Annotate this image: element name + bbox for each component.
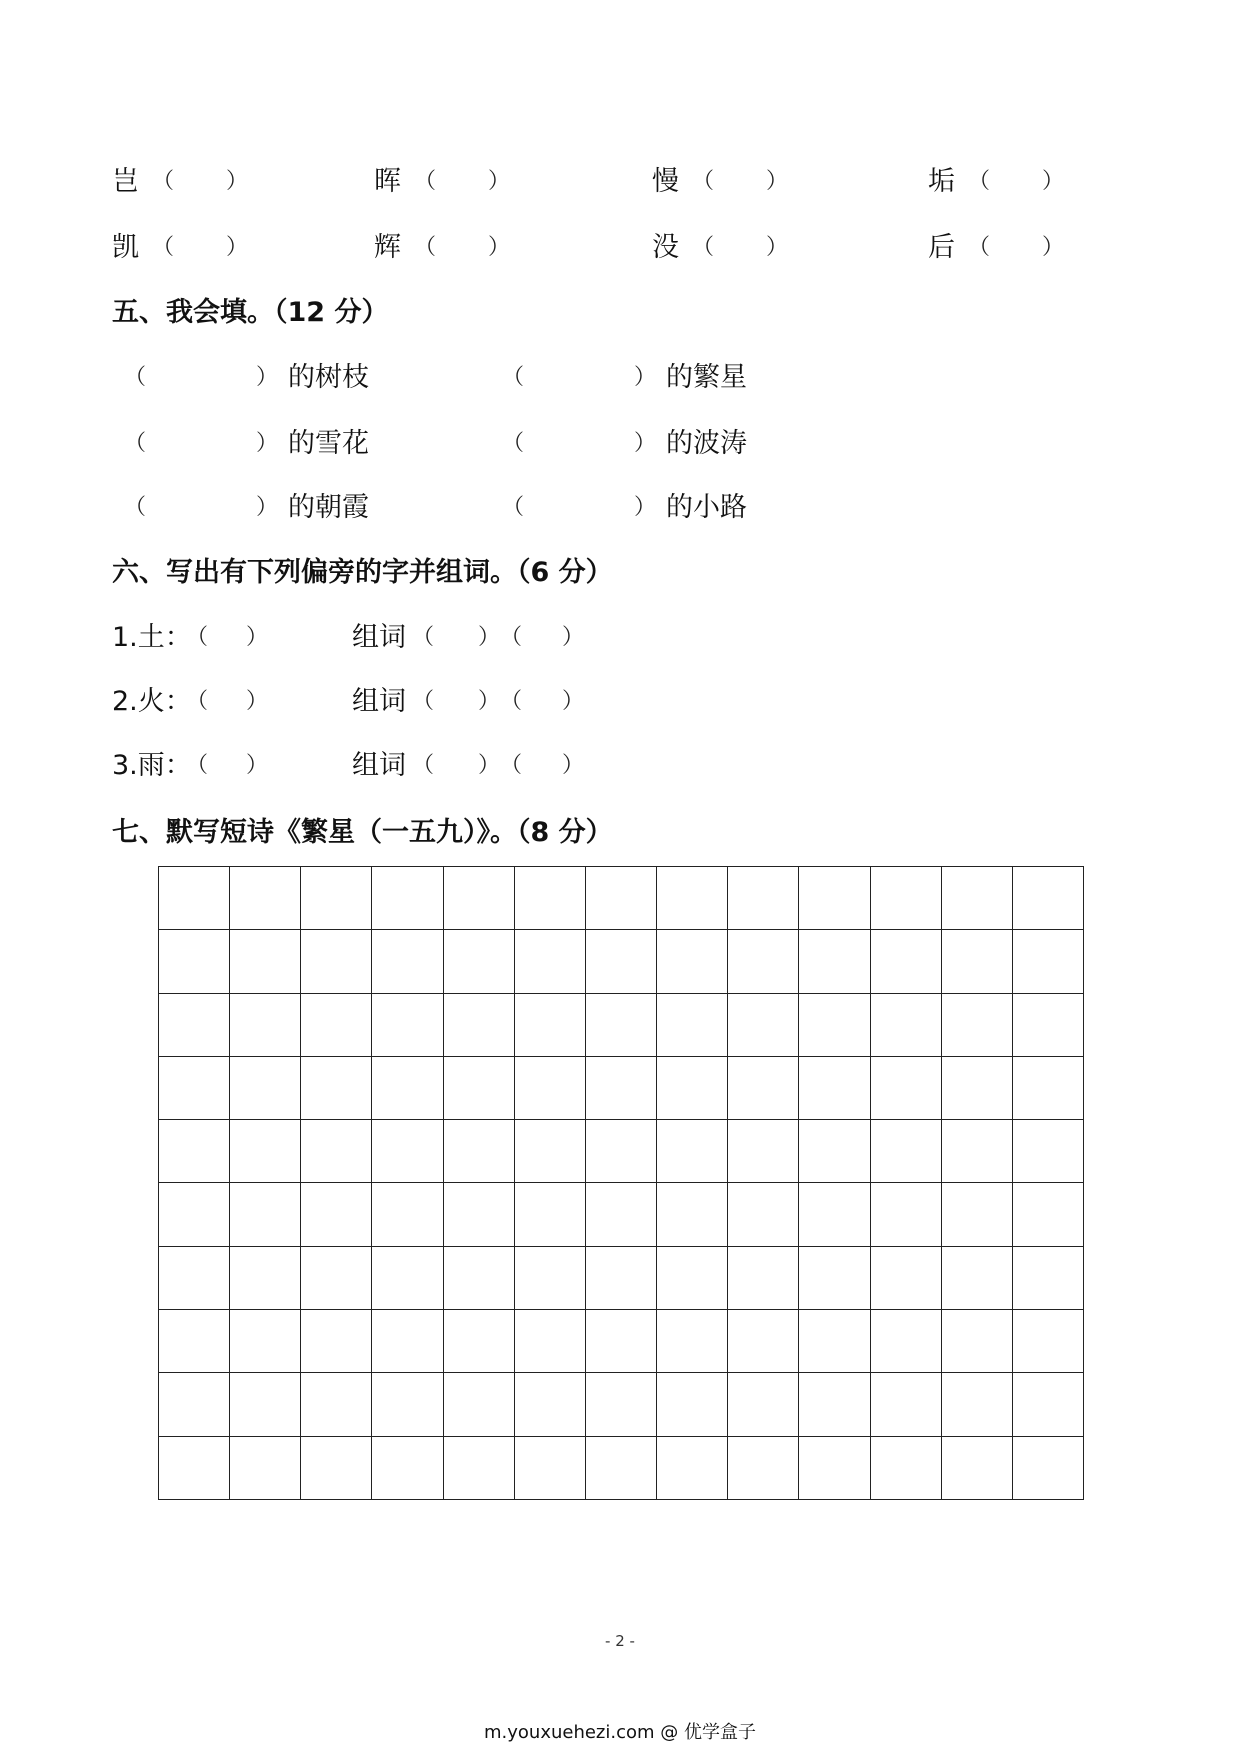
grid-cell <box>159 1183 230 1246</box>
char-1: 岂 <box>112 166 139 197</box>
paren-left: （ <box>968 169 991 194</box>
grid-cell <box>586 1373 657 1436</box>
paren-left: （ <box>412 753 435 778</box>
grid-cell <box>942 1373 1013 1436</box>
grid-cell <box>728 1437 799 1500</box>
grid-cell <box>444 1057 515 1120</box>
paren-left: （ <box>124 495 147 520</box>
radical-label-3: 3.雨： <box>112 750 192 781</box>
grid-cell <box>586 1310 657 1373</box>
grid-cell <box>586 994 657 1057</box>
paren-left: （ <box>152 169 175 194</box>
grid-cell <box>444 1310 515 1373</box>
grid-cell <box>159 994 230 1057</box>
grid-cell <box>372 1057 443 1120</box>
grid-cell <box>728 1373 799 1436</box>
grid-cell <box>657 1310 728 1373</box>
grid-cell <box>942 930 1013 993</box>
paren-right: ） <box>256 431 279 456</box>
phrase-3: 的雪花 <box>288 428 369 459</box>
grid-cell <box>586 1247 657 1310</box>
paren-right: ） <box>246 753 269 778</box>
grid-cell <box>942 1120 1013 1183</box>
paren-left: （ <box>692 235 715 260</box>
grid-cell <box>657 1247 728 1310</box>
grid-cell <box>230 930 301 993</box>
paren-left: （ <box>412 625 435 650</box>
grid-cell <box>799 994 870 1057</box>
grid-cell <box>728 1310 799 1373</box>
grid-cell <box>515 867 586 930</box>
grid-cell <box>301 1247 372 1310</box>
grid-cell <box>799 1057 870 1120</box>
paren-left: （ <box>502 365 525 390</box>
grid-cell <box>942 867 1013 930</box>
paren-left: （ <box>414 235 437 260</box>
paren-right: ） <box>562 753 585 778</box>
grid-cell <box>799 1247 870 1310</box>
grid-cell <box>372 1373 443 1436</box>
grid-cell <box>515 1183 586 1246</box>
grid-cell <box>728 867 799 930</box>
grid-cell <box>230 1057 301 1120</box>
grid-cell <box>942 1247 1013 1310</box>
grid-cell <box>230 1120 301 1183</box>
grid-cell <box>372 1247 443 1310</box>
grid-cell <box>871 1373 942 1436</box>
grid-cell <box>1013 1057 1084 1120</box>
grid-cell <box>799 1183 870 1246</box>
grid-cell <box>515 1057 586 1120</box>
grid-cell <box>159 867 230 930</box>
char-6: 辉 <box>374 232 401 263</box>
grid-cell <box>301 994 372 1057</box>
paren-right: ） <box>766 169 789 194</box>
paren-left: （ <box>500 753 523 778</box>
grid-cell <box>1013 867 1084 930</box>
grid-cell <box>1013 994 1084 1057</box>
paren-left: （ <box>186 753 209 778</box>
grid-cell <box>1013 1120 1084 1183</box>
grid-cell <box>871 994 942 1057</box>
grid-cell <box>159 1437 230 1500</box>
paren-left: （ <box>124 431 147 456</box>
grid-cell <box>159 1057 230 1120</box>
grid-cell <box>657 994 728 1057</box>
paren-right: ） <box>478 689 501 714</box>
paren-right: ） <box>562 689 585 714</box>
paren-right: ） <box>226 235 249 260</box>
grid-cell <box>159 1310 230 1373</box>
grid-cell <box>230 1247 301 1310</box>
page-number: - 2 - <box>605 1632 635 1650</box>
paren-left: （ <box>502 431 525 456</box>
paren-left: （ <box>124 365 147 390</box>
grid-cell <box>230 1437 301 1500</box>
grid-cell <box>871 1057 942 1120</box>
grid-cell <box>444 1120 515 1183</box>
grid-cell <box>230 994 301 1057</box>
footer-source: m.youxuehezi.com @ 优学盒子 <box>483 1722 756 1743</box>
grid-cell <box>515 1437 586 1500</box>
grid-cell <box>728 930 799 993</box>
paren-left: （ <box>152 235 175 260</box>
grid-cell <box>230 867 301 930</box>
grid-cell <box>1013 1373 1084 1436</box>
paren-right: ） <box>226 169 249 194</box>
paren-left: （ <box>500 689 523 714</box>
paren-right: ） <box>478 625 501 650</box>
grid-cell <box>871 1310 942 1373</box>
grid-cell <box>799 867 870 930</box>
zuci-label: 组词 <box>352 750 406 781</box>
paren-right: ） <box>1042 169 1065 194</box>
paren-left: （ <box>692 169 715 194</box>
grid-cell <box>1013 1310 1084 1373</box>
grid-cell <box>230 1373 301 1436</box>
grid-cell <box>942 1310 1013 1373</box>
grid-cell <box>372 1120 443 1183</box>
grid-cell <box>657 1437 728 1500</box>
grid-cell <box>871 930 942 993</box>
paren-right: ） <box>488 169 511 194</box>
grid-cell <box>657 1057 728 1120</box>
grid-cell <box>799 1437 870 1500</box>
paren-right: ） <box>634 365 657 390</box>
grid-cell <box>799 930 870 993</box>
grid-cell <box>942 1057 1013 1120</box>
grid-cell <box>301 1373 372 1436</box>
grid-cell <box>657 930 728 993</box>
paren-left: （ <box>502 495 525 520</box>
paren-left: （ <box>186 689 209 714</box>
grid-cell <box>372 1183 443 1246</box>
grid-cell <box>657 1373 728 1436</box>
grid-cell <box>444 1373 515 1436</box>
grid-cell <box>1013 1437 1084 1500</box>
grid-cell <box>444 1183 515 1246</box>
phrase-1: 的树枝 <box>288 362 369 393</box>
grid-cell <box>871 1120 942 1183</box>
zuci-label: 组词 <box>352 622 406 653</box>
grid-cell <box>444 930 515 993</box>
grid-cell <box>942 1437 1013 1500</box>
paren-right: ） <box>246 689 269 714</box>
paren-right: ） <box>634 495 657 520</box>
grid-cell <box>799 1310 870 1373</box>
char-8: 后 <box>928 232 955 263</box>
grid-cell <box>586 867 657 930</box>
grid-cell <box>586 1437 657 1500</box>
grid-cell <box>372 1310 443 1373</box>
char-7: 没 <box>652 232 679 263</box>
paren-right: ） <box>488 235 511 260</box>
grid-cell <box>159 1120 230 1183</box>
paren-right: ） <box>478 753 501 778</box>
grid-cell <box>301 1437 372 1500</box>
grid-cell <box>942 994 1013 1057</box>
grid-cell <box>657 867 728 930</box>
grid-cell <box>871 1183 942 1246</box>
grid-cell <box>301 1183 372 1246</box>
grid-cell <box>586 1183 657 1246</box>
phrase-5: 的朝霞 <box>288 492 369 523</box>
grid-cell <box>301 867 372 930</box>
paren-right: ） <box>256 495 279 520</box>
grid-cell <box>657 1183 728 1246</box>
paren-right: ） <box>634 431 657 456</box>
radical-label-1: 1.土： <box>112 622 192 653</box>
grid-cell <box>372 867 443 930</box>
grid-cell <box>515 1247 586 1310</box>
section6-title: 六、写出有下列偏旁的字并组词。（6 分） <box>112 557 613 588</box>
grid-cell <box>728 1183 799 1246</box>
paren-left: （ <box>414 169 437 194</box>
grid-cell <box>230 1183 301 1246</box>
phrase-6: 的小路 <box>666 492 747 523</box>
grid-cell <box>159 1373 230 1436</box>
grid-cell <box>372 994 443 1057</box>
grid-cell <box>586 930 657 993</box>
char-5: 凯 <box>112 232 139 263</box>
grid-cell <box>301 1120 372 1183</box>
paren-left: （ <box>412 689 435 714</box>
grid-cell <box>444 867 515 930</box>
char-3: 慢 <box>652 166 679 197</box>
phrase-4: 的波涛 <box>666 428 747 459</box>
radical-label-2: 2.火： <box>112 686 192 717</box>
zuci-label: 组词 <box>352 686 406 717</box>
grid-cell <box>657 1120 728 1183</box>
paren-left: （ <box>186 625 209 650</box>
grid-cell <box>444 1437 515 1500</box>
section7-title: 七、默写短诗《繁星（一五九）》。（8 分） <box>112 817 613 848</box>
paren-left: （ <box>968 235 991 260</box>
grid-cell <box>942 1183 1013 1246</box>
char-2: 晖 <box>374 166 401 197</box>
grid-cell <box>1013 1247 1084 1310</box>
grid-cell <box>728 994 799 1057</box>
grid-cell <box>871 867 942 930</box>
grid-cell <box>301 930 372 993</box>
grid-cell <box>1013 1183 1084 1246</box>
grid-cell <box>159 1247 230 1310</box>
writing-grid <box>158 866 1084 1500</box>
grid-cell <box>444 994 515 1057</box>
grid-cell <box>230 1310 301 1373</box>
grid-cell <box>799 1120 870 1183</box>
grid-cell <box>728 1120 799 1183</box>
grid-cell <box>728 1057 799 1120</box>
grid-cell <box>871 1437 942 1500</box>
grid-cell <box>301 1057 372 1120</box>
grid-cell <box>444 1247 515 1310</box>
paren-left: （ <box>500 625 523 650</box>
phrase-2: 的繁星 <box>666 362 747 393</box>
paren-right: ） <box>766 235 789 260</box>
grid-cell <box>515 1120 586 1183</box>
grid-cell <box>372 1437 443 1500</box>
grid-cell <box>1013 930 1084 993</box>
paren-right: ） <box>246 625 269 650</box>
char-4: 垢 <box>928 166 955 197</box>
grid-cell <box>799 1373 870 1436</box>
grid-cell <box>871 1247 942 1310</box>
paren-right: ） <box>256 365 279 390</box>
grid-cell <box>515 1310 586 1373</box>
paren-right: ） <box>1042 235 1065 260</box>
grid-cell <box>515 930 586 993</box>
grid-cell <box>301 1310 372 1373</box>
grid-cell <box>159 930 230 993</box>
grid-cell <box>586 1057 657 1120</box>
grid-cell <box>515 1373 586 1436</box>
section5-title: 五、我会填。（12 分） <box>112 297 389 328</box>
paren-right: ） <box>562 625 585 650</box>
grid-cell <box>728 1247 799 1310</box>
grid-cell <box>515 994 586 1057</box>
grid-cell <box>372 930 443 993</box>
grid-cell <box>586 1120 657 1183</box>
